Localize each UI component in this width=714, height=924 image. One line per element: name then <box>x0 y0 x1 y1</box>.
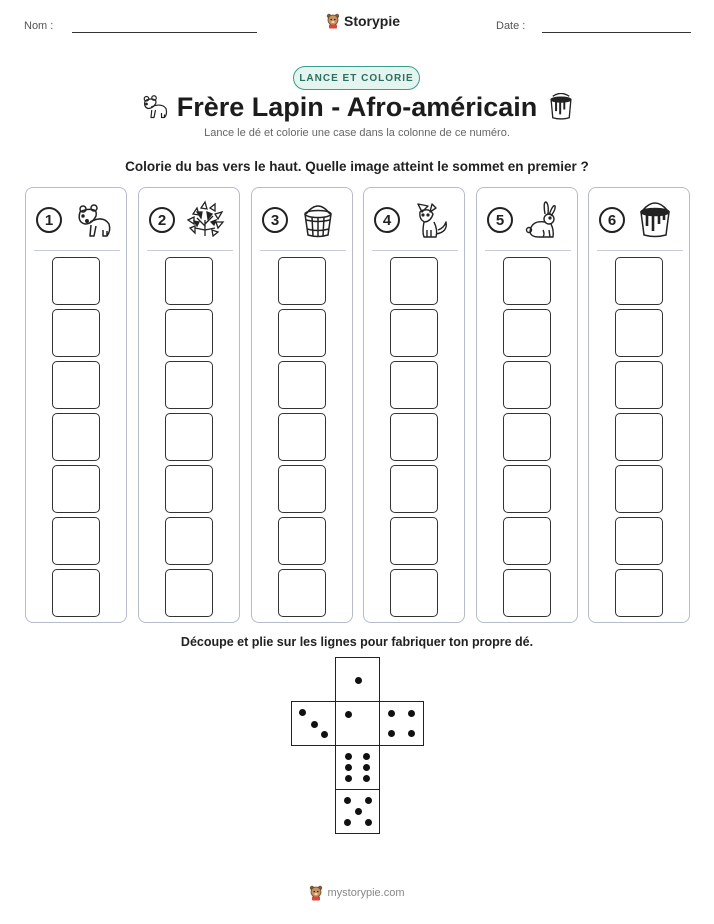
color-cell[interactable] <box>278 309 326 357</box>
column-number: 3 <box>262 207 288 233</box>
color-cell[interactable] <box>52 413 100 461</box>
color-cell[interactable] <box>165 569 213 617</box>
color-cell[interactable] <box>165 309 213 357</box>
column-header <box>599 200 681 240</box>
color-cell[interactable] <box>390 517 438 565</box>
die-pip <box>345 753 352 760</box>
die-pip <box>345 764 352 771</box>
die-pip <box>345 711 352 718</box>
coloring-instruction: Colorie du bas vers le haut. Quelle image atteint le sommet en premier ? <box>125 159 589 174</box>
subtitle: Lance le dé et colorie une case dans la colonne de ce numéro. <box>204 127 510 139</box>
tar-bucket-icon <box>635 200 675 240</box>
column-4 <box>363 187 465 623</box>
activity-badge: LANCE ET COLORIE <box>293 66 420 90</box>
color-cell[interactable] <box>52 569 100 617</box>
die-pip <box>365 797 372 804</box>
color-cell[interactable] <box>52 309 100 357</box>
color-cell[interactable] <box>52 361 100 409</box>
die-pip <box>299 709 306 716</box>
column-divider <box>147 250 233 251</box>
color-cell[interactable] <box>278 257 326 305</box>
rabbit-icon <box>523 200 563 240</box>
color-cell[interactable] <box>503 569 551 617</box>
column-number: 6 <box>599 207 625 233</box>
column-number: 4 <box>374 207 400 233</box>
die-face-4 <box>379 701 424 746</box>
color-cell[interactable] <box>503 413 551 461</box>
column-divider <box>372 250 458 251</box>
color-cell[interactable] <box>503 257 551 305</box>
color-cell[interactable] <box>390 465 438 513</box>
color-cell[interactable] <box>278 569 326 617</box>
die-pip <box>321 731 328 738</box>
die-pip <box>311 721 318 728</box>
fox-icon <box>410 200 450 240</box>
die-face-6 <box>335 745 380 790</box>
color-cell[interactable] <box>503 465 551 513</box>
column-divider <box>597 250 683 251</box>
storypie-mascot-icon <box>309 885 323 901</box>
bear-icon <box>72 200 112 240</box>
column-divider <box>485 250 571 251</box>
color-cell[interactable] <box>52 517 100 565</box>
column-number: 2 <box>149 207 175 233</box>
column-divider <box>260 250 346 251</box>
date-line <box>542 32 691 33</box>
name-label: Nom : <box>24 20 54 32</box>
die-pip <box>363 764 370 771</box>
die-face-1 <box>335 657 380 702</box>
die-pip <box>365 819 372 826</box>
color-cell[interactable] <box>615 413 663 461</box>
color-cell[interactable] <box>278 517 326 565</box>
column-header <box>487 200 569 240</box>
page-title: Frère Lapin - Afro-américain <box>176 92 538 122</box>
color-cell[interactable] <box>615 361 663 409</box>
color-cell[interactable] <box>503 361 551 409</box>
column-6 <box>588 187 690 623</box>
color-cell[interactable] <box>503 517 551 565</box>
tar-bucket-icon <box>548 93 574 121</box>
column-3 <box>251 187 353 623</box>
die-pip <box>388 730 395 737</box>
column-divider <box>34 250 120 251</box>
name-line <box>72 32 257 33</box>
color-cell[interactable] <box>503 309 551 357</box>
color-cell[interactable] <box>278 465 326 513</box>
die-pip <box>408 730 415 737</box>
color-cell[interactable] <box>615 257 663 305</box>
column-header <box>36 200 118 240</box>
die-face-5 <box>335 789 380 834</box>
column-1 <box>25 187 127 623</box>
die-instruction: Découpe et plie sur les lignes pour fabriquer ton propre dé. <box>180 635 534 649</box>
die-pip <box>408 710 415 717</box>
die-pip <box>355 808 362 815</box>
die-pip <box>344 797 351 804</box>
color-cell[interactable] <box>165 257 213 305</box>
column-number: 1 <box>36 207 62 233</box>
color-cell[interactable] <box>52 257 100 305</box>
storypie-mascot-icon <box>326 13 340 29</box>
column-5 <box>476 187 578 623</box>
color-cell[interactable] <box>390 309 438 357</box>
column-header <box>374 200 456 240</box>
footer-url[interactable]: mystorypie.com <box>327 887 405 899</box>
color-cell[interactable] <box>165 517 213 565</box>
brand-logo <box>326 13 400 29</box>
brand-name: Storypie <box>344 13 401 29</box>
column-header <box>262 200 344 240</box>
color-cell[interactable] <box>615 465 663 513</box>
die-pip <box>363 753 370 760</box>
die-pip <box>388 710 395 717</box>
color-cell[interactable] <box>390 569 438 617</box>
color-cell[interactable] <box>278 361 326 409</box>
die-pip <box>355 677 362 684</box>
die-pip <box>344 819 351 826</box>
color-cell[interactable] <box>615 309 663 357</box>
color-cell[interactable] <box>615 569 663 617</box>
color-cell[interactable] <box>278 413 326 461</box>
color-cell[interactable] <box>615 517 663 565</box>
die-face-3 <box>291 701 336 746</box>
column-number: 5 <box>487 207 513 233</box>
column-header <box>149 200 231 240</box>
color-cell[interactable] <box>165 465 213 513</box>
column-2 <box>138 187 240 623</box>
die-pip <box>363 775 370 782</box>
color-cell[interactable] <box>390 413 438 461</box>
color-cell[interactable] <box>52 465 100 513</box>
color-cell[interactable] <box>390 361 438 409</box>
color-cell[interactable] <box>390 257 438 305</box>
color-cell[interactable] <box>165 361 213 409</box>
die-pip <box>345 775 352 782</box>
wooden-bucket-icon <box>298 200 338 240</box>
bramble-bush-icon <box>185 200 225 240</box>
date-label: Date : <box>496 20 526 32</box>
color-cell[interactable] <box>165 413 213 461</box>
footer <box>0 885 714 901</box>
die-face-1 <box>335 701 380 746</box>
